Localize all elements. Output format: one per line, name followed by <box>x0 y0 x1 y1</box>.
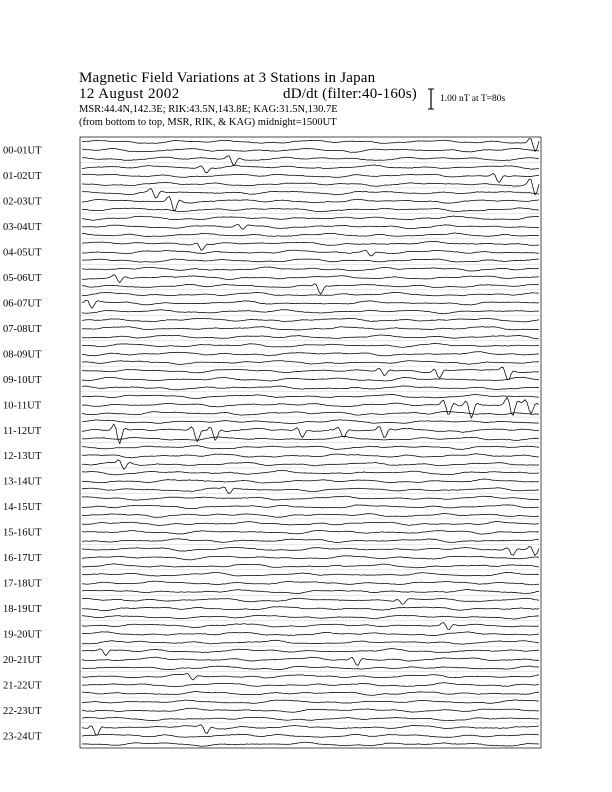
trace-msr <box>82 539 539 543</box>
row-label: 11-12UT <box>3 425 42 437</box>
trace-rik <box>82 352 539 356</box>
trace-kag <box>82 470 539 474</box>
trace-kag <box>82 292 539 295</box>
chart-quantity: dD/dt (filter:40-160s) <box>283 86 417 102</box>
trace-rik <box>82 657 539 665</box>
trace-rik <box>82 454 539 458</box>
row-label: 00-01UT <box>3 145 42 157</box>
row-label: 15-16UT <box>3 527 42 539</box>
row-label: 17-18UT <box>3 578 42 590</box>
chart-title: Magnetic Field Variations at 3 Stations in Japan <box>79 70 376 86</box>
trace-rik <box>82 632 539 636</box>
trace-msr <box>82 564 539 568</box>
row-label: 22-23UT <box>3 705 42 717</box>
chart-date: 12 August 2002 <box>79 86 180 102</box>
row-label: 07-08UT <box>3 323 42 335</box>
station-coordinates: MSR:44.4N,142.3E; RIK:43.5N,143.8E; KAG:31.5N,130.7E <box>79 104 338 115</box>
trace-rik <box>82 275 539 283</box>
trace-kag <box>82 674 539 680</box>
row-label: 12-13UT <box>3 451 42 463</box>
trace-kag <box>82 394 539 398</box>
trace-msr <box>82 335 539 339</box>
trace-rik <box>82 581 539 585</box>
trace-msr <box>82 590 539 594</box>
trace-msr <box>82 437 539 441</box>
trace-kag <box>82 700 539 703</box>
row-label: 14-15UT <box>3 502 42 514</box>
trace-rik <box>82 300 539 308</box>
trace-rik <box>82 556 539 560</box>
trace-rik <box>82 505 539 509</box>
trace-kag <box>82 623 539 630</box>
trace-rik <box>82 148 539 152</box>
row-label: 13-14UT <box>3 476 42 488</box>
trace-msr <box>82 666 539 670</box>
trace-rik <box>82 397 539 418</box>
trace-kag <box>82 344 539 348</box>
trace-kag <box>82 725 539 736</box>
scale-label: 1.00 nT at T=80s <box>440 94 506 104</box>
trace-msr <box>82 310 539 314</box>
row-label: 21-22UT <box>3 680 42 692</box>
trace-msr <box>82 615 539 619</box>
row-label: 03-04UT <box>3 222 42 234</box>
trace-rik <box>82 708 539 712</box>
trace-msr <box>82 487 539 494</box>
station-order-note: (from bottom to top, MSR, RIK, & KAG) midnight=1500UT <box>79 117 337 128</box>
trace-kag <box>82 318 539 322</box>
trace-rik <box>82 327 539 330</box>
trace-kag <box>82 446 539 450</box>
trace-kag <box>82 598 539 604</box>
trace-msr <box>82 259 539 262</box>
trace-kag <box>82 267 539 271</box>
row-label: 06-07UT <box>3 298 42 310</box>
trace-kag <box>82 521 539 525</box>
row-label: 02-03UT <box>3 196 42 208</box>
trace-msr <box>82 208 539 212</box>
trace-kag <box>82 420 539 424</box>
trace-rik <box>82 173 539 182</box>
trace-kag <box>82 573 539 577</box>
row-label: 04-05UT <box>3 247 42 259</box>
trace-rik <box>82 479 539 483</box>
trace-msr <box>82 284 539 294</box>
trace-rik <box>82 683 539 687</box>
trace-msr <box>82 386 539 390</box>
trace-msr <box>82 514 539 518</box>
row-label: 20-21UT <box>3 654 42 666</box>
trace-kag <box>82 165 539 173</box>
trace-kag <box>82 139 539 152</box>
row-label: 01-02UT <box>3 171 42 183</box>
trace-rik <box>82 734 539 737</box>
row-label: 19-20UT <box>3 629 42 641</box>
trace-msr <box>82 717 539 720</box>
row-label: 23-24UT <box>3 731 42 743</box>
trace-kag <box>82 216 539 220</box>
trace-msr <box>82 640 539 644</box>
trace-msr <box>82 233 539 236</box>
trace-kag <box>82 547 539 556</box>
trace-msr <box>82 692 539 696</box>
row-label: 10-11UT <box>3 400 42 412</box>
trace-msr <box>82 742 539 746</box>
trace-msr <box>82 361 539 365</box>
trace-kag <box>82 649 539 656</box>
row-label: 05-06UT <box>3 273 42 285</box>
trace-kag <box>82 189 539 198</box>
trace-rik <box>82 424 539 444</box>
trace-rik <box>82 530 539 534</box>
trace-kag <box>82 241 539 250</box>
trace-rik <box>82 225 539 230</box>
row-label: 08-09UT <box>3 349 42 361</box>
trace-rik <box>82 377 539 381</box>
trace-rik <box>82 607 539 611</box>
trace-rik <box>82 196 539 210</box>
trace-kag <box>82 496 539 500</box>
row-label: 09-10UT <box>3 374 42 386</box>
trace-kag <box>82 367 539 379</box>
row-label: 16-17UT <box>3 553 42 565</box>
row-label: 18-19UT <box>3 603 42 615</box>
trace-rik <box>82 250 539 256</box>
trace-msr <box>82 156 539 165</box>
